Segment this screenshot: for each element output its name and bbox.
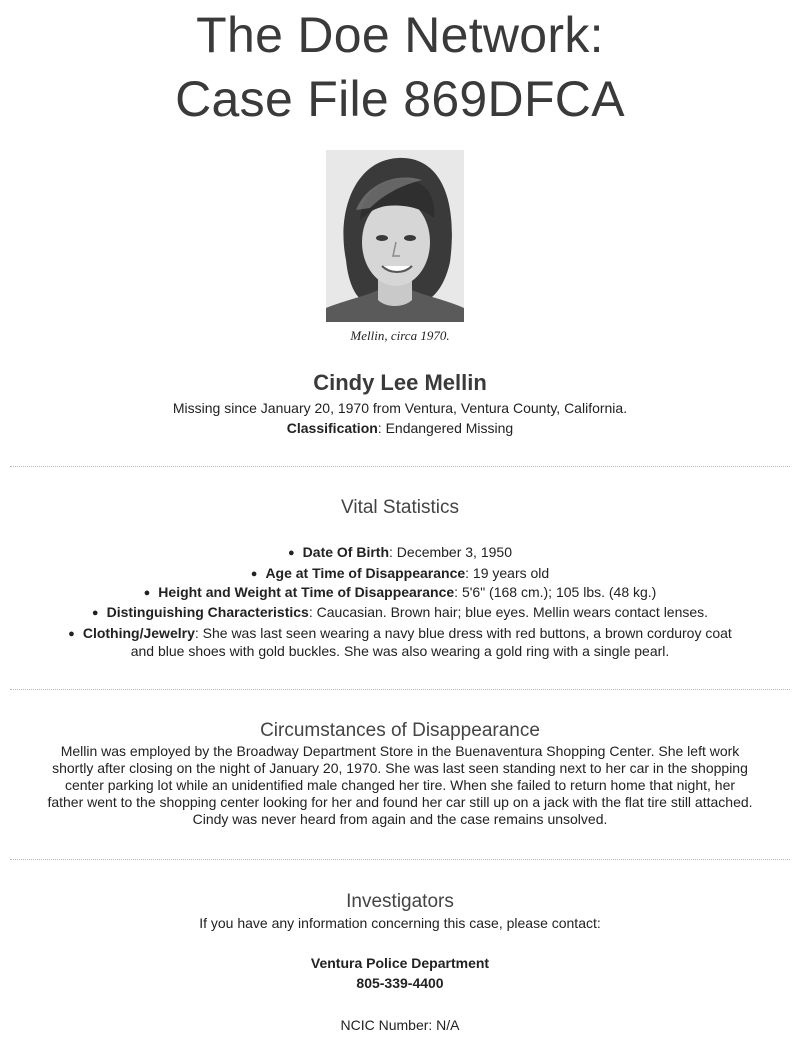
bullet-icon: ● <box>250 568 258 580</box>
vital-statistics-heading: Vital Statistics <box>341 497 459 518</box>
missing-person-photo <box>326 150 464 322</box>
person-name: Cindy Lee Mellin <box>313 370 487 395</box>
stat-clothing-jewelry-continued: and blue shoes with gold buckles. She was also wearing a gold ring with a single pearl. <box>130 643 670 659</box>
portrait-illustration <box>326 150 464 322</box>
stat-clothing-jewelry: ● Clothing/Jewelry: She was last seen wearing a navy blue dress with red buttons, a brown corduroy coat <box>68 625 732 641</box>
photo-caption: Mellin, circa 1970. <box>350 328 450 343</box>
circumstances-line: center parking lot while an unidentified male changed her tire. When she failed to return home that night, her <box>64 777 736 793</box>
classification-line <box>0 420 800 436</box>
page-title-line2: Case File 869DFCA <box>175 71 625 127</box>
classification-value: : Endangered Missing <box>377 420 514 436</box>
circumstances-line: father went to the shopping center looking for her and found her car still up on a jack with the flat tire still attached. <box>47 794 753 810</box>
section-divider <box>10 466 790 467</box>
section-divider <box>10 859 790 860</box>
bullet-icon: ● <box>288 547 295 559</box>
bullet-icon: ● <box>91 607 99 619</box>
page-title-line1: The Doe Network: <box>196 7 604 63</box>
stat-height-weight: ● Height and Weight at Time of Disappearance: 5'6" (168 cm.); 105 lbs. (48 kg.) <box>143 584 657 600</box>
circumstances-paragraph <box>6 743 794 828</box>
bullet-icon: ● <box>68 628 75 640</box>
stat-date-of-birth: ● Date Of Birth: December 3, 1950 <box>288 544 512 560</box>
investigators-intro: If you have any information concerning this case, please contact: <box>199 915 601 931</box>
investigators-heading: Investigators <box>346 891 454 912</box>
stat-age: ● Age at Time of Disappearance: 19 years old <box>250 565 550 581</box>
missing-since-line: Missing since January 20, 1970 from Ventura, Ventura County, California. <box>172 400 628 416</box>
section-divider <box>10 689 790 690</box>
agency-phone: 805-339-4400 <box>356 975 444 991</box>
classification-label: Classification <box>286 420 378 436</box>
bullet-icon: ● <box>143 587 151 599</box>
circumstances-line: shortly after closing on the night of January 20, 1970. She was last seen standing next to her car in the shopping <box>52 760 748 776</box>
circumstances-line: Mellin was employed by the Broadway Department Store in the Buenaventura Shopping Center. She left work <box>60 743 740 759</box>
circumstances-heading: Circumstances of Disappearance <box>260 720 540 741</box>
ncic-number: NCIC Number: N/A <box>340 1017 460 1033</box>
agency-name: Ventura Police Department <box>310 955 490 971</box>
circumstances-line: Cindy was never heard from again and the case remains unsolved. <box>192 811 608 827</box>
stat-distinguishing-characteristics: ● Distinguishing Characteristics: Caucasian. Brown hair; blue eyes. Mellin wears contact lenses. <box>91 604 709 620</box>
